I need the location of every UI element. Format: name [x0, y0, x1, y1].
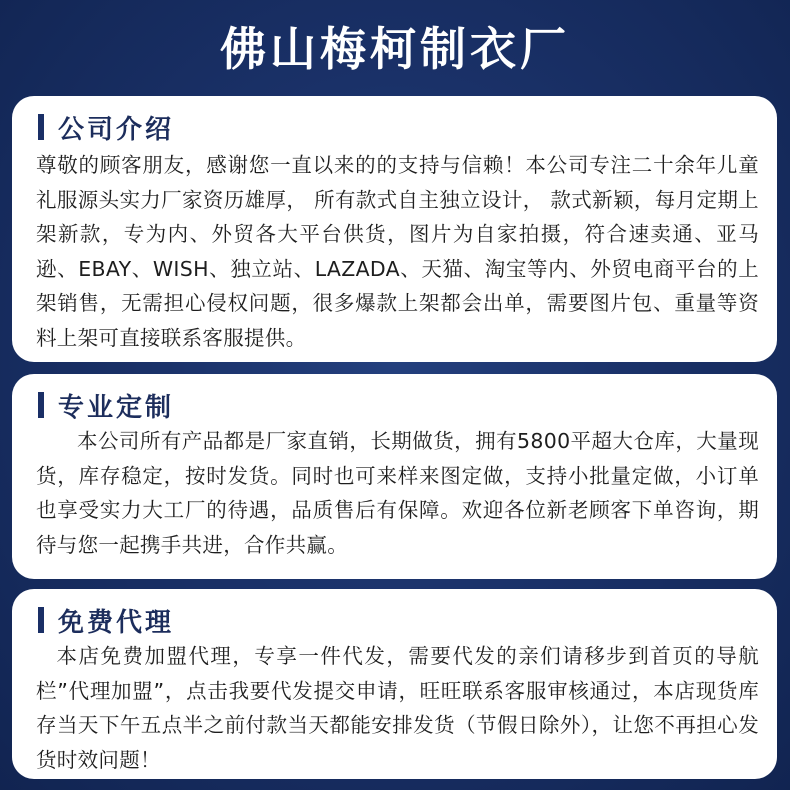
page-title: 佛山梅柯制衣厂: [220, 22, 570, 76]
section-header: [36, 374, 759, 430]
section-company-intro: [12, 96, 777, 362]
section-custom-made: [12, 374, 777, 579]
section-marker-bar: [38, 607, 44, 633]
section-title: 公司介绍: [58, 114, 175, 145]
section-title: 专业定制: [58, 392, 175, 423]
section-header: [36, 96, 759, 152]
section-text: 尊敬的顾客朋友，感谢您一直以来的的支持与信赖！本公司专注二十余年儿童礼服源头实力厂家资历雄厚， 所有款式自主独立设计， 款式新颖，每月定期上架新款，专为内、外贸各大平台供货，图片为自家拍摄，符合速卖通、亚马逊、EBAY、WISH、独立站、LAZADA、天猫、淘宝等内、外贸电商平台的上架销售，无需担心侵权问题，很多爆款上架都会出单，需要图片包、重量等资料上架可直接联系客服提供。: [36, 153, 759, 350]
section-title: 免费代理: [58, 607, 175, 638]
section-free-agency: [12, 589, 777, 779]
section-marker-bar: [38, 392, 44, 418]
section-header: [36, 589, 759, 645]
section-text: 本公司所有产品都是厂家直销，长期做货，拥有5800平超大仓库，大量现货，库存稳定，按时发货。同时也可来样来图定做，支持小批量定做，小订单也享受实力大工厂的待遇，品质售后有保障。欢迎各位新老顾客下单咨询，期待与您一起携手共进，合作共赢。: [36, 429, 759, 557]
section-marker-bar: [38, 114, 44, 140]
section-text: 本店免费加盟代理，专享一件代发，需要代发的亲们请移步到首页的导航栏”代理加盟”，点击我要代发提交申请，旺旺联系客服审核通过，本店现货库存当天下午五点半之前付款当天都能安排发货（节假日除外），让您不再担心发货时效问题！: [36, 644, 759, 772]
